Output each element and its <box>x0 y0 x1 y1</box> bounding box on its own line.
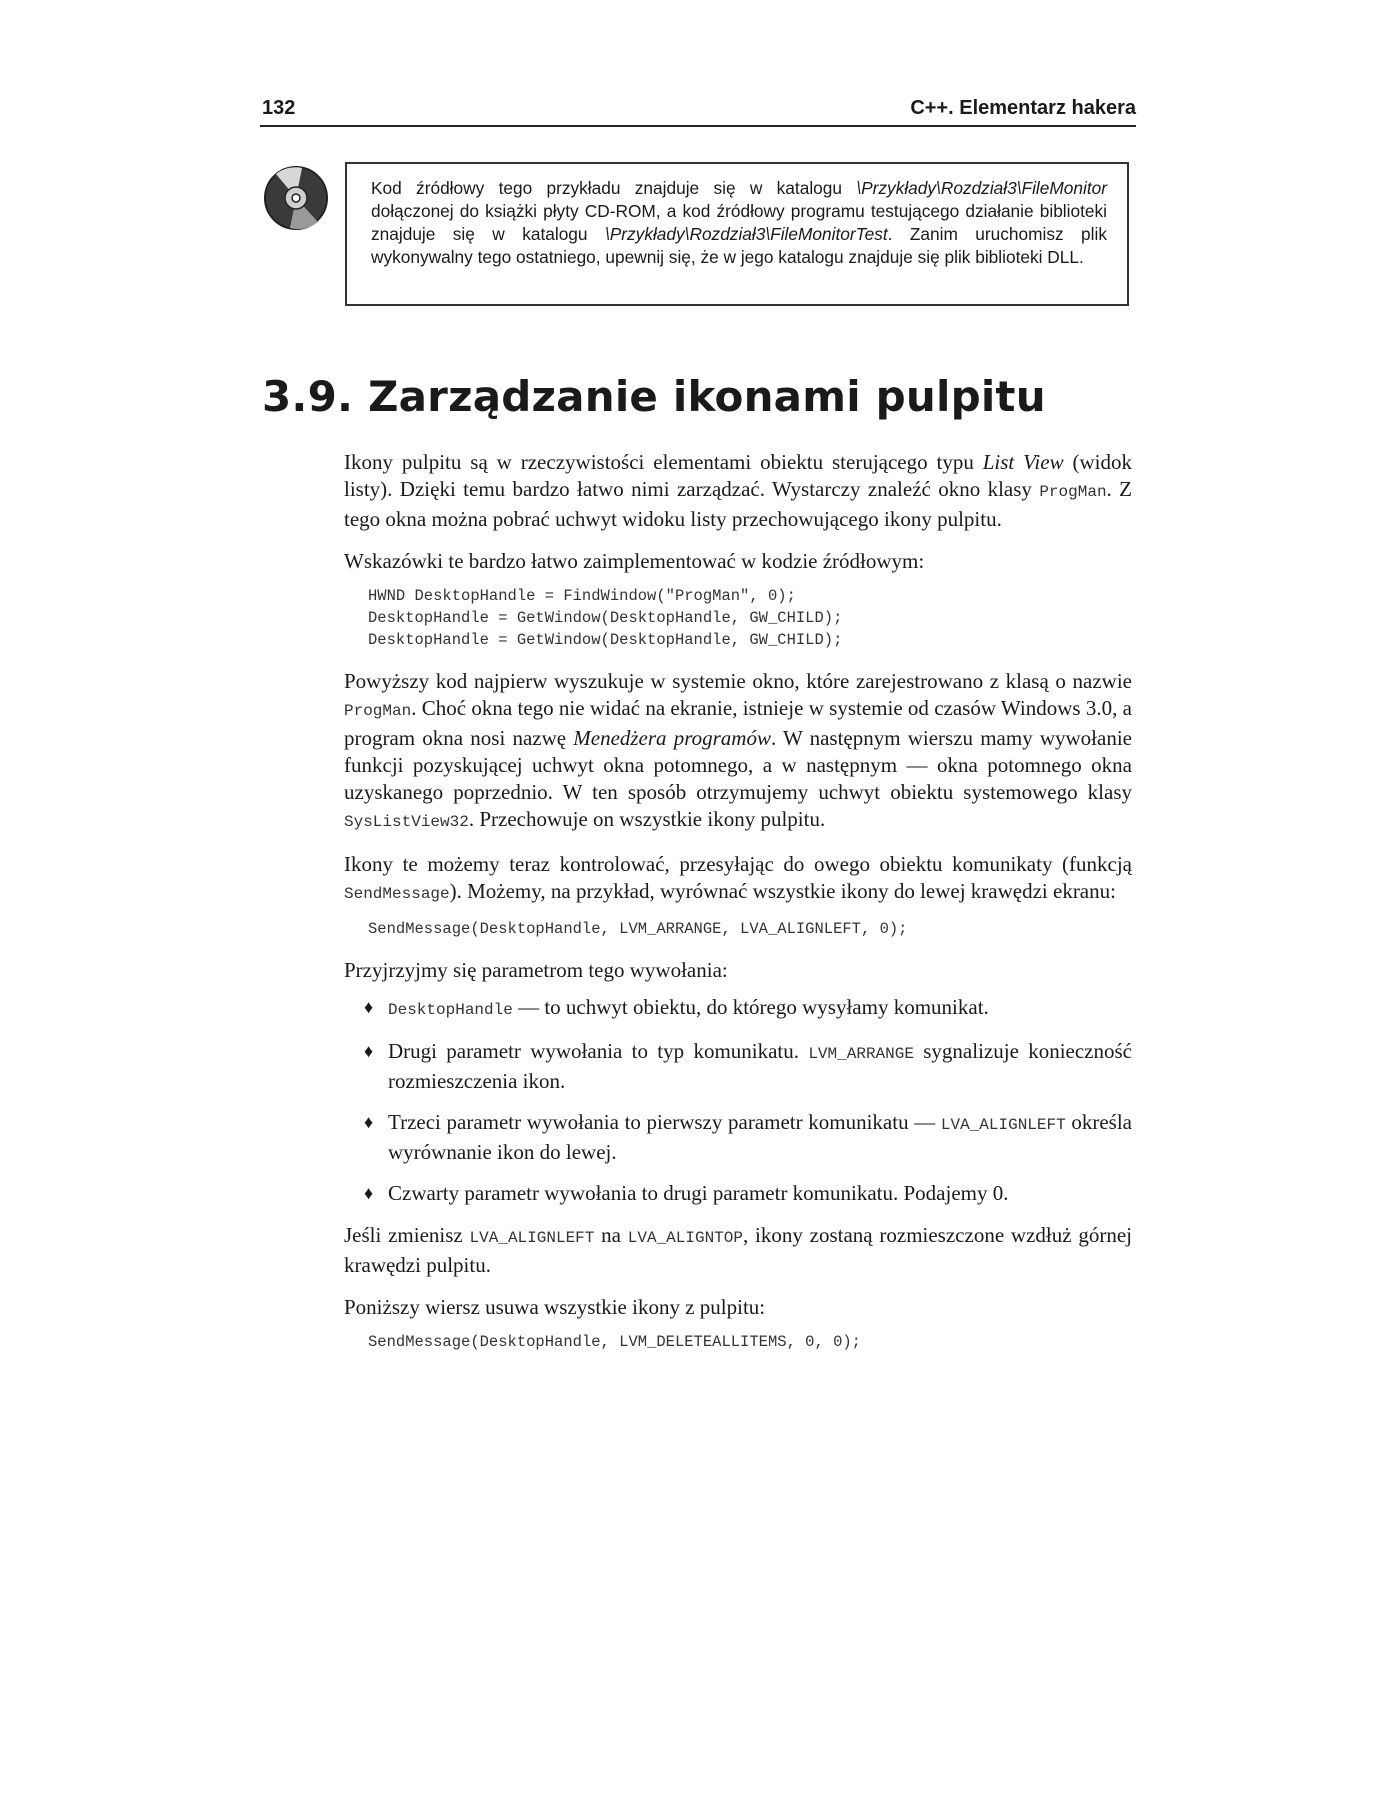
diamond-bullet-icon: ♦ <box>364 1041 374 1061</box>
paragraph-4: Ikony te możemy teraz kontrolować, przesyłając do owego obiektu komunikaty (funkcją SendMessage). Możemy, na przykład, wyrównać wszystkie ikony do lewej krawędzi ekranu: <box>344 852 1132 903</box>
list-item: ♦ Czwarty parametr wywołania to drugi parametr komunikatu. Podajemy 0. <box>364 1181 1009 1205</box>
cd-note-text: Kod źródłowy tego przykładu znajduje się w katalogu \Przykłady\Rozdział3\FileMonitor dołączonej do książki płyty CD-ROM, a kod źródłowy programu testującego działanie biblioteki znajduje się w katalogu \Przykłady\Rozdział3\FileMonitorTest. Zanim uruchomisz plik wykonywalny tego ostatniego, upewnij się, że w jego katalogu znajduje się plik biblioteki DLL. <box>371 178 1107 267</box>
note-path-filemonitortest: \Przykłady\Rozdział3\FileMonitorTest <box>604 224 888 244</box>
cd-rom-icon <box>262 164 330 232</box>
inline-code: LVA_ALIGNTOP <box>627 1229 743 1247</box>
note-path-filemonitor: \Przykłady\Rozdział3\FileMonitor <box>856 178 1107 198</box>
paragraph-2: Wskazówki te bardzo łatwo zaimplementować w kodzie źródłowym: <box>344 549 925 573</box>
diamond-bullet-icon: ♦ <box>364 997 374 1017</box>
cd-note-box <box>345 162 1129 306</box>
section-heading: 3.9. Zarządzanie ikonami pulpitu <box>262 372 1046 421</box>
body-text <box>344 449 1132 1370</box>
code-block-2: SendMessage(DesktopHandle, LVM_ARRANGE, LVA_ALIGNLEFT, 0); <box>368 920 908 938</box>
inline-code: SendMessage <box>344 885 450 903</box>
running-header-title: C++. Elementarz hakera <box>910 97 1136 119</box>
inline-code: ProgMan <box>1039 483 1107 501</box>
code-block-1: HWND DesktopHandle = FindWindow("ProgMan", 0); DesktopHandle = GetWindow(DesktopHandle, GW_CHILD); DesktopHandle = GetWindow(DesktopHandle, GW_CHILD); <box>368 587 843 649</box>
paragraph-1: Ikony pulpitu są w rzeczywistości elementami obiektu sterującego typu List View (widok listy). Dzięki temu bardzo łatwo nimi zarządzać. Wystarczy znaleźć okno klasy ProgMan. Z tego okna można pobrać uchwyt widoku listy przechowującego ikony pulpitu. <box>344 450 1133 531</box>
parameter-list <box>344 994 1132 1207</box>
paragraph-3: Powyższy kod najpierw wyszukuje w systemie okno, które zarejestrowano z klasą o nazwie ProgMan. Choć okna tego nie widać na ekranie, istnieje w systemie od czasów Windows 3.0, a program okna nosi nazwę Menedżera programów. W następnym wierszu mamy wywołanie funkcji pozyskującej uchwyt okna potomnego, a w następnym — okna potomnego okna uzyskanego poprzednio. W ten sposób otrzymujemy uchwyt obiektu systemowego klasy SysListView32. Przechowuje on wszystkie ikony pulpitu. <box>344 669 1132 831</box>
inline-code: ProgMan <box>344 702 412 720</box>
code-block-3: SendMessage(DesktopHandle, LVM_DELETEALLITEMS, 0, 0); <box>368 1333 861 1351</box>
inline-code: SysListView32 <box>344 813 469 831</box>
inline-code: LVA_ALIGNLEFT <box>469 1229 595 1247</box>
page-number: 132 <box>262 97 296 119</box>
list-item: ♦ Trzeci parametr wywołania to pierwszy parametr komunikatu — LVA_ALIGNLEFT określa wyrównanie ikon do lewej. <box>364 1110 1132 1164</box>
paragraph-7: Poniższy wiersz usuwa wszystkie ikony z pulpitu: <box>344 1295 766 1319</box>
paragraph-5: Przyjrzyjmy się parametrom tego wywołania: <box>344 958 728 982</box>
paragraph-6: Jeśli zmienisz LVA_ALIGNLEFT na LVA_ALIGNTOP, ikony zostaną rozmieszczone wzdłuż górnej krawędzi pulpitu. <box>344 1223 1132 1277</box>
list-item: ♦ DesktopHandle — to uchwyt obiektu, do którego wysyłamy komunikat. <box>364 995 989 1019</box>
diamond-bullet-icon: ♦ <box>364 1183 374 1203</box>
diamond-bullet-icon: ♦ <box>364 1112 374 1132</box>
header-rule <box>260 125 1136 127</box>
list-item: ♦ Drugi parametr wywołania to typ komunikatu. LVM_ARRANGE sygnalizuje konieczność rozmieszczenia ikon. <box>364 1039 1132 1093</box>
